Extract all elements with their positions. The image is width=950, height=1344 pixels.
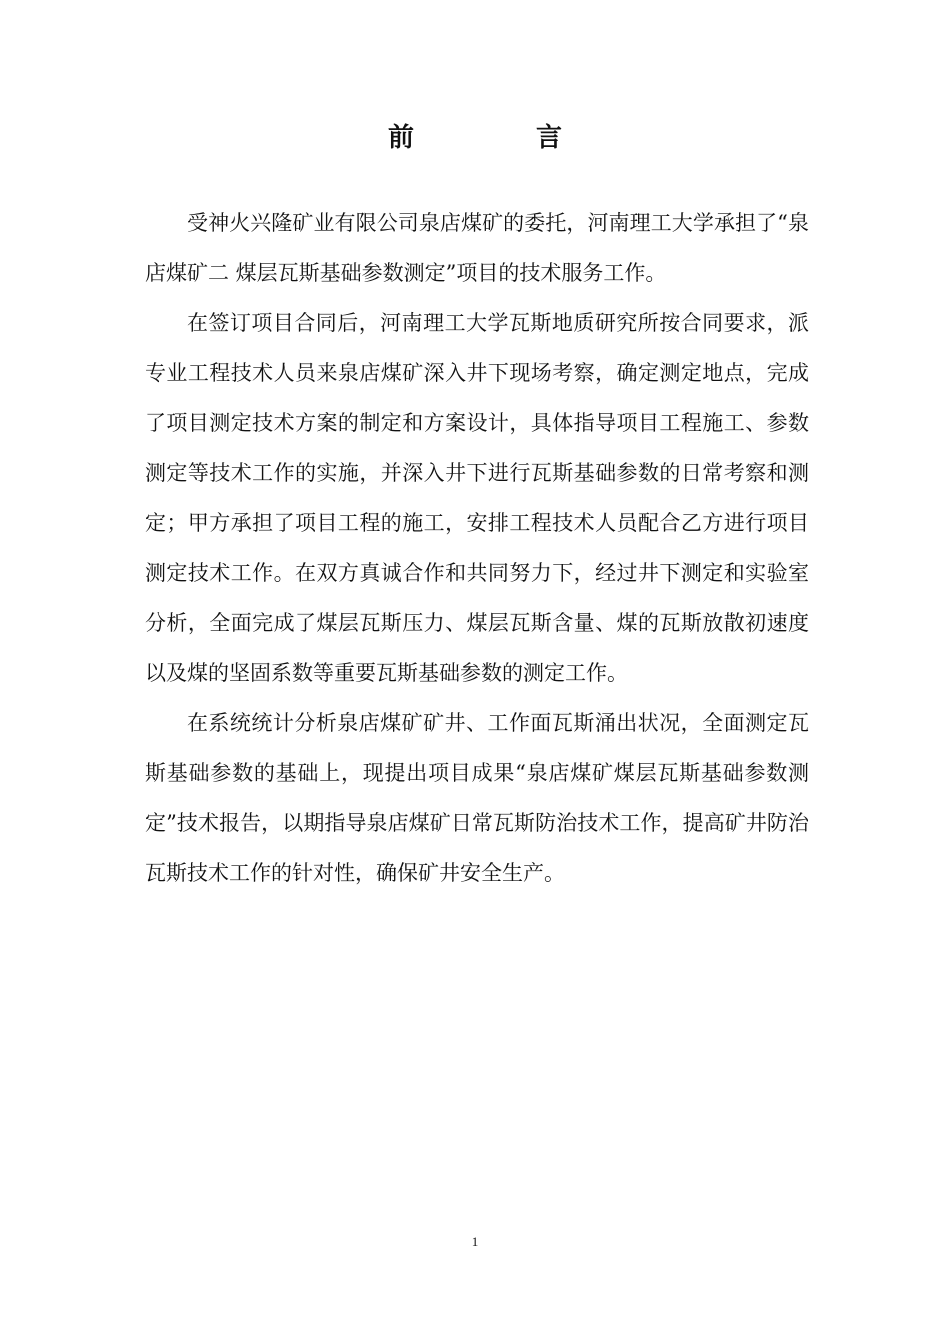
body-text [145,198,809,898]
paragraph-3: 在系统统计分析泉店煤矿矿井、工作面瓦斯涌出状况，全面测定瓦斯基础参数的基础上，现提出项目成果“泉店煤矿煤层瓦斯基础参数测定”技术报告，以期指导泉店煤矿日常瓦斯防治技术工作，提高矿井防治瓦斯技术工作的针对性，确保矿井安全生产。 [145,711,809,885]
paragraph-1: 受神火兴隆矿业有限公司泉店煤矿的委托，河南理工大学承担了“泉店煤矿二 煤层瓦斯基础参数测定”项目的技术服务工作。 [145,211,809,285]
paragraph-2: 在签订项目合同后，河南理工大学瓦斯地质研究所按合同要求，派专业工程技术人员来泉店煤矿深入井下现场考察，确定测定地点，完成了项目测定技术方案的制定和方案设计，具体指导项目工程施工、参数测定等技术工作的实施，并深入井下进行瓦斯基础参数的日常考察和测定；甲方承担了项目工程的施工，安排工程技术人员配合乙方进行项目测定技术工作。在双方真诚合作和共同努力下，经过井下测定和实验室分析，全面完成了煤层瓦斯压力、煤层瓦斯含量、煤的瓦斯放散初速度以及煤的坚固系数等重要瓦斯基础参数的测定工作。 [145,311,809,685]
page-title: 前 言 [387,123,610,153]
page-number: 1 [471,1234,479,1249]
